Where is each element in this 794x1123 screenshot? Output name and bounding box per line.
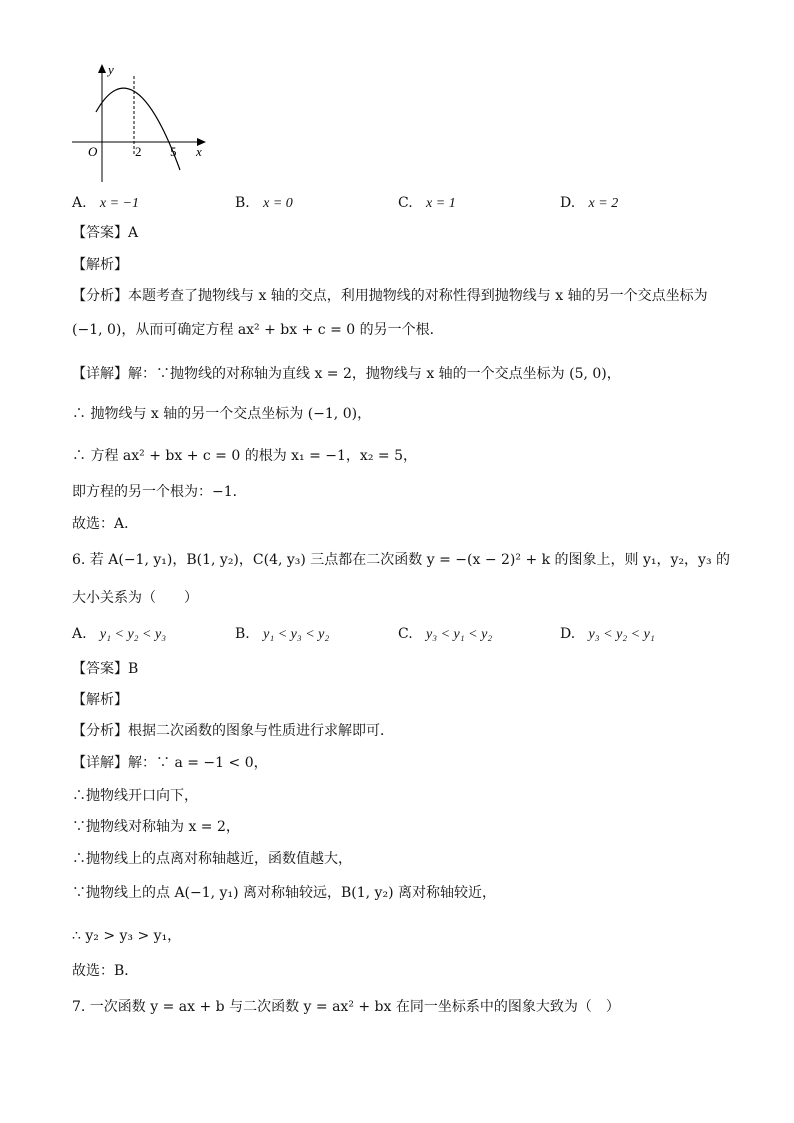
q6-stem-line-1: 6. 若 A(−1, y₁)，B(1, y₂)，C(4, y₃) 三点都在二次函数 y = −(x − 2)² + k 的图象上，则 y₁，y₂，y₃ 的 — [72, 552, 731, 568]
y-axis-arrow — [98, 64, 106, 73]
q5-option-c-text: x = 1 — [426, 196, 456, 211]
q6-detail-line-1: 【详解】解：∵ a = −1 < 0， — [72, 755, 268, 771]
parabola-graph — [66, 58, 226, 188]
q6-answer: 【答案】B — [72, 661, 139, 677]
q5-option-b-letter: B. — [235, 195, 250, 211]
q6-analysis: 【分析】根据二次函数的图象与性质进行求解即可． — [72, 723, 394, 739]
q6-option-b-letter: B. — [235, 626, 250, 642]
q6-option-a-text: y₁ < y₂ < y₃ — [99, 627, 167, 642]
q5-option-a-text: x = −1 — [99, 196, 140, 211]
q6-option-b — [235, 624, 329, 645]
origin-label: O — [88, 144, 98, 159]
q5-option-c-letter: C. — [398, 195, 413, 211]
q5-option-b-text: x = 0 — [263, 196, 293, 211]
q5-analysis-line-2: (−1, 0)，从而可确定方程 ax² + bx + c = 0 的另一个根． — [72, 322, 444, 338]
q6-option-b-text: y₁ < y₃ < y₂ — [263, 627, 330, 642]
q5-detail-line-3: ∴ 方程 ax² + bx + c = 0 的根为 x₁ = −1，x₂ = 5， — [72, 448, 417, 464]
tick-label-5: 5 — [170, 144, 177, 159]
q6-option-c — [398, 624, 492, 645]
q6-option-c-letter: C. — [398, 626, 413, 642]
q6-detail-line-5: ∵抛物线上的点 A(−1, y₁) 离对称轴较远，B(1, y₂) 离对称轴较近， — [72, 885, 496, 901]
q6-choose: 故选：B． — [72, 963, 139, 979]
q6-option-a-letter: A. — [72, 626, 87, 642]
q5-detail-line-4: 即方程的另一个根为：−1． — [72, 484, 247, 500]
q5-choose: 故选：A． — [72, 516, 139, 532]
q6-detail-line-3: ∵抛物线对称轴为 x = 2， — [72, 819, 240, 835]
q5-detail-line-1: 【详解】解：∵抛物线的对称轴为直线 x = 2，抛物线与 x 轴的一个交点坐标为 (5, 0)， — [72, 366, 621, 382]
q6-detail-line-4: ∴抛物线上的点离对称轴越近，函数值越大， — [72, 851, 352, 867]
q7-stem: 7. 一次函数 y = ax + b 与二次函数 y = ax² + bx 在同一坐标系中的图象大致为（ ） — [72, 999, 620, 1015]
q5-option-a — [72, 193, 139, 214]
q5-jiexi: 【解析】 — [72, 257, 128, 273]
q5-detail-line-2: ∴ 抛物线与 x 轴的另一个交点坐标为 (−1, 0)， — [72, 406, 372, 422]
q5-option-d-text: x = 2 — [588, 196, 619, 211]
q6-option-d — [560, 624, 655, 645]
q5-option-b — [235, 193, 293, 214]
q5-answer: 【答案】A — [72, 225, 139, 241]
q5-option-c — [398, 193, 456, 214]
q6-option-c-text: y₃ < y₁ < y₂ — [426, 627, 493, 642]
q6-option-a — [72, 624, 166, 645]
q5-option-d — [560, 193, 618, 214]
q5-option-d-letter: D. — [560, 195, 576, 211]
q6-jiexi: 【解析】 — [72, 692, 128, 708]
q6-stem-line-2: 大小关系为（ ） — [72, 590, 198, 606]
q6-option-d-text: y₃ < y₂ < y₁ — [588, 627, 655, 642]
q5-option-a-letter: A. — [72, 195, 87, 211]
tick-label-2: 2 — [135, 144, 142, 159]
q6-detail-line-6: ∴ y₂ > y₃ > y₁， — [72, 928, 182, 944]
q5-analysis-line-1: 【分析】本题考查了抛物线与 x 轴的交点，利用抛物线的对称性得到抛物线与 x 轴的另一个交点坐标为 — [72, 288, 708, 304]
y-axis-label: y — [108, 62, 114, 77]
q6-detail-line-2: ∴抛物线开口向下， — [72, 788, 198, 804]
q6-option-d-letter: D. — [560, 626, 576, 642]
x-axis-label: x — [196, 144, 202, 159]
